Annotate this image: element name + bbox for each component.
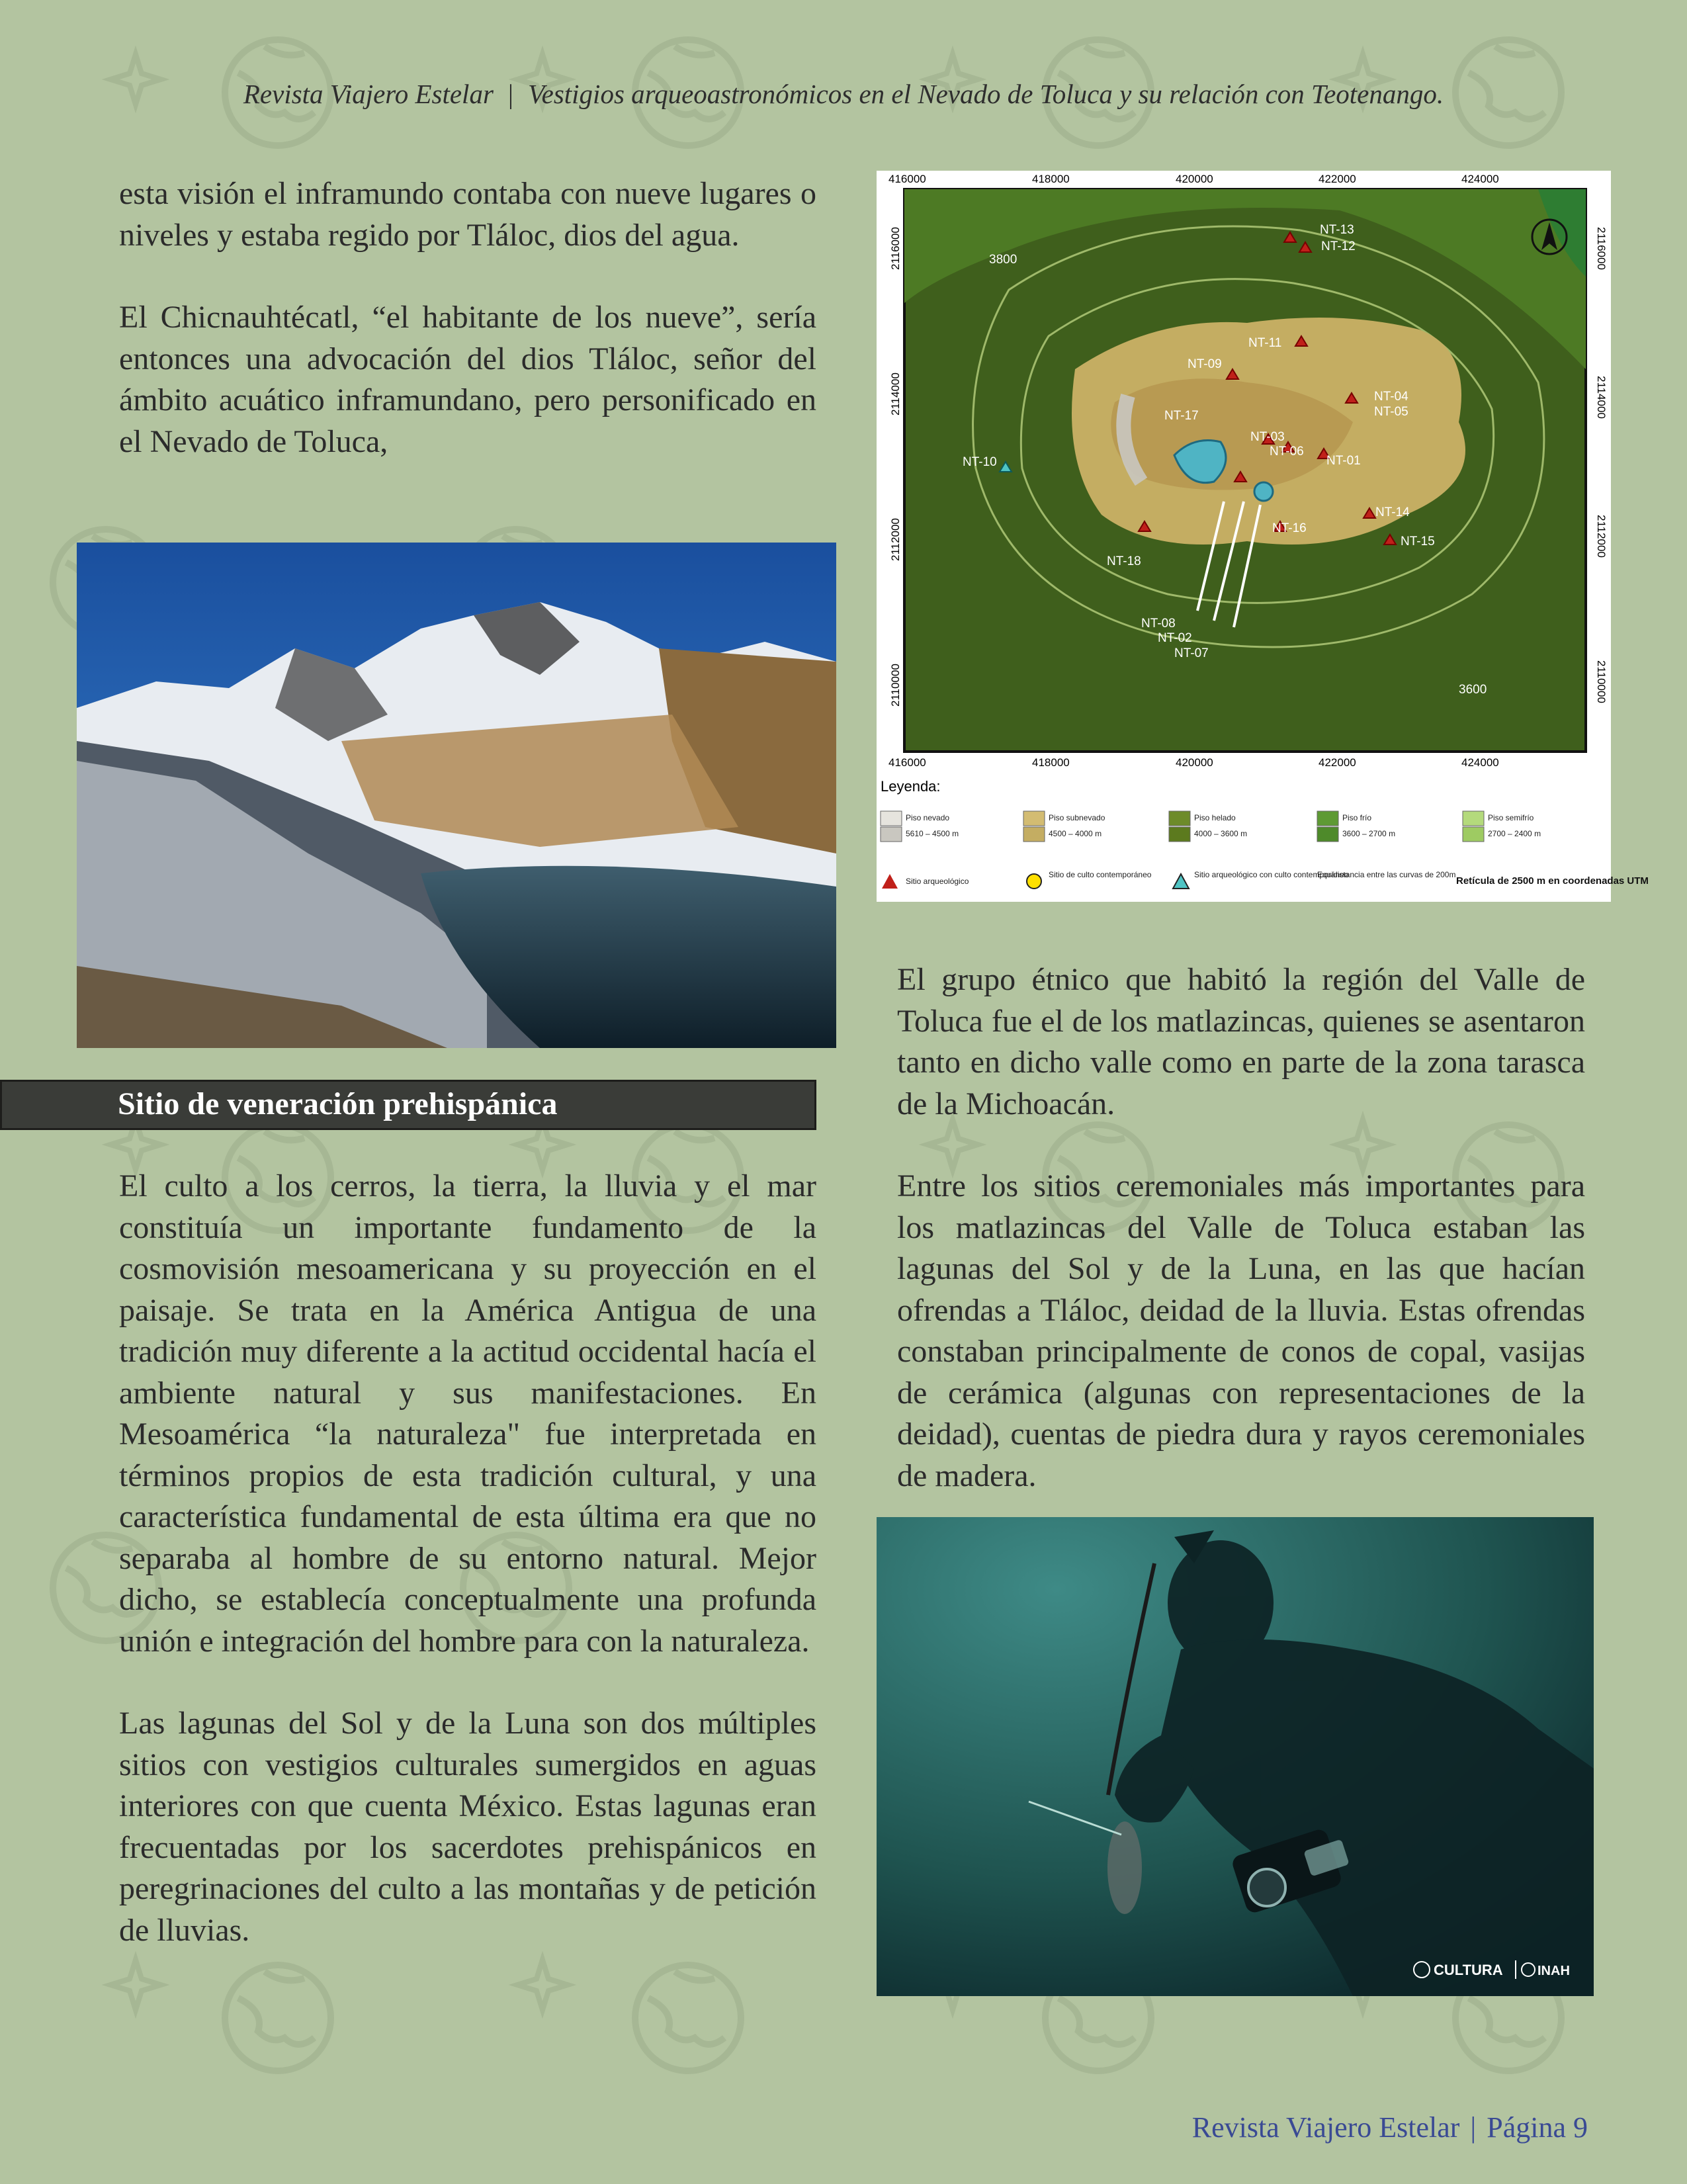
legend-label: 4500 – 4000 m — [1049, 829, 1102, 838]
legend-label: Piso frío — [1342, 813, 1372, 822]
legend-label: Piso nevado — [906, 813, 950, 822]
paragraph-culto-cerros: El culto a los cerros, la tierra, la lluvia y el mar constituía un importante fundamento de la cosmovisión mesoamericana y su proyección en el paisaje. Se trata en la América Antigua de una tradición muy diferente a la actitud occidental hacía el ambiente natural y sus manifestaciones. En Mesoamérica “la naturaleza" fue interpretada en términos propios de esta tradición cultural, y una característica fundamental de esta última era que no separaba al hombre de su entorno natural. Mejor dicho, se establecía conceptualmente una profunda unión e integración del hombre para con la naturaleza. — [119, 1168, 816, 1659]
x-tick-top: 420000 — [1176, 173, 1213, 185]
y-tick-right: 2112000 — [1595, 515, 1608, 558]
archaeological-map — [877, 171, 1649, 902]
legend-label: Piso subnevado — [1049, 813, 1105, 822]
cultura-logo-text: CULTURA — [1434, 1962, 1503, 1978]
legend-label: Sitio arqueológico — [906, 877, 969, 886]
map-figure — [877, 171, 1649, 902]
y-tick-right: 2110000 — [1595, 660, 1608, 703]
x-tick-top: 424000 — [1461, 173, 1499, 185]
x-tick-top: 418000 — [1032, 173, 1070, 185]
site-label: NT-14 — [1375, 505, 1410, 519]
legend-label: 4000 – 3600 m — [1194, 829, 1248, 838]
paragraph-sitios-ceremoniales: Entre los sitios ceremoniales más importantes para los matlazincas del Valle de Toluca estaban las lagunas del Sol y de la Luna, en las que hacían ofrendas a Tláloc, deidad de la lluvia. Estas ofrendas constaban principalmente de conos de copal, vasijas de cerámica (algunas con representaciones de la deidad), cuentas de piedra dura y rayos ceremoniales de madera. — [897, 1168, 1585, 1493]
paragraph-inframundo: esta visión el inframundo contaba con nueve lugares o niveles y estaba regido por Tláloc, dios del agua. — [119, 176, 816, 253]
inah-logo-text: INAH — [1537, 1964, 1570, 1978]
x-tick-bottom: 416000 — [888, 756, 926, 769]
running-header — [0, 78, 1687, 110]
logos — [1414, 1960, 1570, 1979]
site-label: NT-11 — [1248, 336, 1282, 350]
legend-label: 3600 – 2700 m — [1342, 829, 1396, 838]
footer-separator: | — [1470, 2111, 1477, 2144]
legend-label: 5610 – 4500 m — [906, 829, 959, 838]
site-label: NT-15 — [1401, 535, 1435, 548]
header-separator: | — [507, 79, 514, 109]
nevado-crater-photo — [77, 543, 836, 1048]
site-label: NT-06 — [1270, 445, 1304, 459]
x-tick-bottom: 424000 — [1461, 756, 1499, 769]
underwater-diver-photo — [877, 1517, 1594, 1996]
legend-label: Sitio arqueológico con culto contemporáneo — [1194, 870, 1349, 879]
site-label: NT-03 — [1250, 430, 1285, 444]
y-tick-left: 2116000 — [889, 227, 902, 270]
legend-label: Piso helado — [1194, 813, 1236, 822]
site-label: NT-02 — [1158, 631, 1192, 645]
site-label: NT-05 — [1374, 405, 1408, 419]
site-label: NT-01 — [1326, 454, 1361, 468]
header-magazine: Revista Viajero Estelar — [243, 79, 494, 109]
footer-magazine: Revista Viajero Estelar — [1191, 2111, 1460, 2144]
left-column-top — [119, 173, 816, 462]
site-label: NT-04 — [1374, 390, 1408, 404]
x-tick-bottom: 418000 — [1032, 756, 1070, 769]
contour-label: 3800 — [989, 253, 1017, 267]
left-column-bottom — [119, 1166, 816, 1951]
y-tick-left: 2110000 — [889, 664, 902, 707]
map-legend — [881, 778, 1649, 889]
y-tick-right: 2114000 — [1595, 376, 1608, 419]
site-label: NT-16 — [1272, 521, 1307, 535]
legend-label: Sitio de culto contemporáneo — [1049, 870, 1152, 879]
site-label: NT-10 — [963, 455, 997, 469]
site-label: NT-17 — [1164, 409, 1199, 423]
header-article-title: Vestigios arqueoastronómicos en el Nevado de Toluca y su relación con Teotenango. — [528, 79, 1444, 109]
x-tick-bottom: 420000 — [1176, 756, 1213, 769]
page-number: Página 9 — [1487, 2111, 1588, 2144]
site-label: NT-18 — [1107, 554, 1141, 568]
x-tick-top: 422000 — [1319, 173, 1356, 185]
site-label: NT-07 — [1174, 646, 1209, 660]
paragraph-chicnauhtecatl: El Chicnauhtécatl, “el habitante de los nueve”, sería entonces una advocación del dios Tláloc, señor del ámbito acuático inframundano, pero personificado en el Nevado de Toluca, — [119, 300, 816, 459]
y-tick-left: 2114000 — [889, 372, 902, 415]
paragraph-matlazincas: El grupo étnico que habitó la región del Valle de Toluca fue el de los matlazincas, quienes se asentaron tanto en dicho valle como en parte de la zona tarasca de la Michoacán. — [897, 962, 1585, 1121]
laguna-luna-marker — [1254, 482, 1273, 501]
site-label: NT-13 — [1320, 223, 1354, 237]
legend-label: Piso semifrío — [1488, 813, 1534, 822]
x-tick-top: 416000 — [888, 173, 926, 185]
page-footer — [1138, 2111, 1588, 2144]
right-column-text — [897, 959, 1585, 1497]
contour-label: 3600 — [1459, 683, 1487, 697]
site-label: NT-09 — [1188, 357, 1222, 371]
paragraph-lagunas: Las lagunas del Sol y de la Luna son dos múltiples sitios con vestigios culturales sumergidos en aguas interiores con que cuenta México. Estas lagunas eran frecuentadas por los sacerdotes prehispánicos en peregrinaciones del culto a las montañas y de petición de lluvias. — [119, 1706, 816, 1948]
site-label: NT-08 — [1141, 617, 1176, 631]
legend-label: Retícula de 2500 m en coordenadas UTM — [1456, 875, 1649, 887]
legend-label: Equidistancia entre las curvas de 200m — [1317, 870, 1456, 879]
y-tick-right: 2116000 — [1595, 227, 1608, 270]
site-label: NT-12 — [1321, 240, 1356, 253]
y-tick-left: 2112000 — [889, 518, 902, 561]
nevado-crater-illustration — [77, 543, 836, 1048]
section-title: Sitio de veneración prehispánica — [118, 1086, 558, 1121]
legend-label: 2700 – 2400 m — [1488, 829, 1541, 838]
diver-illustration — [877, 1517, 1594, 1996]
x-tick-bottom: 422000 — [1319, 756, 1356, 769]
legend-title: Leyenda: — [881, 778, 941, 795]
